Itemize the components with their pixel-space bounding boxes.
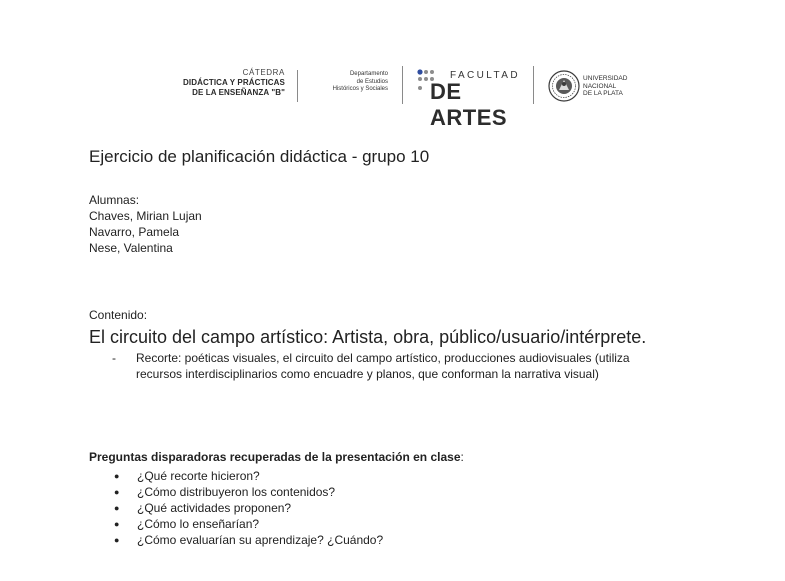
- alumnas-section: [89, 192, 202, 256]
- preguntas-heading-bold: Preguntas disparadoras recuperadas de la presentación en clase: [89, 450, 461, 464]
- bullet-icon: ●: [114, 487, 120, 497]
- unlp-line-2: NACIONAL: [583, 82, 617, 90]
- recorte-item: [112, 350, 672, 382]
- catedra-line-3: DE LA ENSEÑANZA "B": [192, 88, 285, 97]
- de-artes-label: DE ARTES: [430, 79, 508, 130]
- list-item: [114, 532, 383, 548]
- logo-divider: [297, 70, 298, 102]
- departamento-logo: [305, 71, 388, 94]
- pregunta-text: ¿Qué actividades proponen?: [137, 501, 292, 515]
- recorte-text: Recorte: poéticas visuales, el circuito del campo artístico, producciones audiovisuales (utiliza recursos interdisciplinarios como encuadre y planos, que conforman la narrativa visual): [136, 351, 630, 381]
- alumna-name: Chaves, Mirian Lujan: [89, 209, 202, 223]
- unlp-text: [583, 75, 627, 98]
- contenido-title: El circuito del campo artístico: Artista, obra, público/usuario/intérprete.: [89, 327, 647, 347]
- header-logo-bar: [0, 64, 785, 130]
- contenido-label: Contenido:: [89, 308, 148, 322]
- unlp-line-3: DE LA PLATA: [583, 90, 623, 97]
- bullet-icon: ●: [114, 503, 120, 513]
- list-item: [114, 500, 383, 516]
- alumna-name: Navarro, Pamela: [89, 225, 180, 239]
- departamento-line-1: Departamento: [349, 71, 388, 77]
- unlp-line-1: UNIVERSIDAD: [583, 75, 628, 82]
- list-item: [114, 484, 383, 500]
- preguntas-list: [114, 468, 383, 548]
- logo-divider: [402, 66, 403, 104]
- unlp-seal-icon: [548, 70, 580, 102]
- facultad-label: FACULTAD: [450, 70, 520, 81]
- departamento-line-3: Históricos y Sociales: [332, 86, 388, 92]
- alumnas-label: Alumnas:: [89, 193, 140, 207]
- unlp-logo: [548, 66, 648, 106]
- pregunta-text: ¿Qué recorte hicieron?: [137, 469, 260, 483]
- pregunta-text: ¿Cómo evaluarían su aprendizaje? ¿Cuándo?: [137, 533, 384, 547]
- catedra-line-2: DIDÁCTICA Y PRÁCTICAS: [183, 78, 285, 87]
- dash-marker: -: [112, 351, 116, 365]
- logo-divider: [533, 66, 534, 104]
- catedra-line-1: CÁTEDRA: [242, 68, 285, 77]
- facultad-de-artes-logo: [416, 67, 526, 130]
- bullet-icon: ●: [114, 535, 120, 545]
- preguntas-heading: [89, 450, 464, 464]
- preguntas-heading-colon: :: [460, 450, 464, 464]
- list-item: [114, 468, 383, 484]
- bullet-icon: ●: [114, 471, 120, 481]
- catedra-logo: [152, 68, 285, 98]
- departamento-line-2: de Estudios: [356, 78, 388, 85]
- bullet-icon: ●: [114, 519, 120, 529]
- pregunta-text: ¿Cómo distribuyeron los contenidos?: [137, 485, 336, 499]
- alumna-name: Nese, Valentina: [89, 241, 173, 255]
- document-title: Ejercicio de planificación didáctica - grupo 10: [89, 147, 430, 166]
- list-item: [114, 516, 383, 532]
- pregunta-text: ¿Cómo lo enseñarían?: [137, 517, 260, 531]
